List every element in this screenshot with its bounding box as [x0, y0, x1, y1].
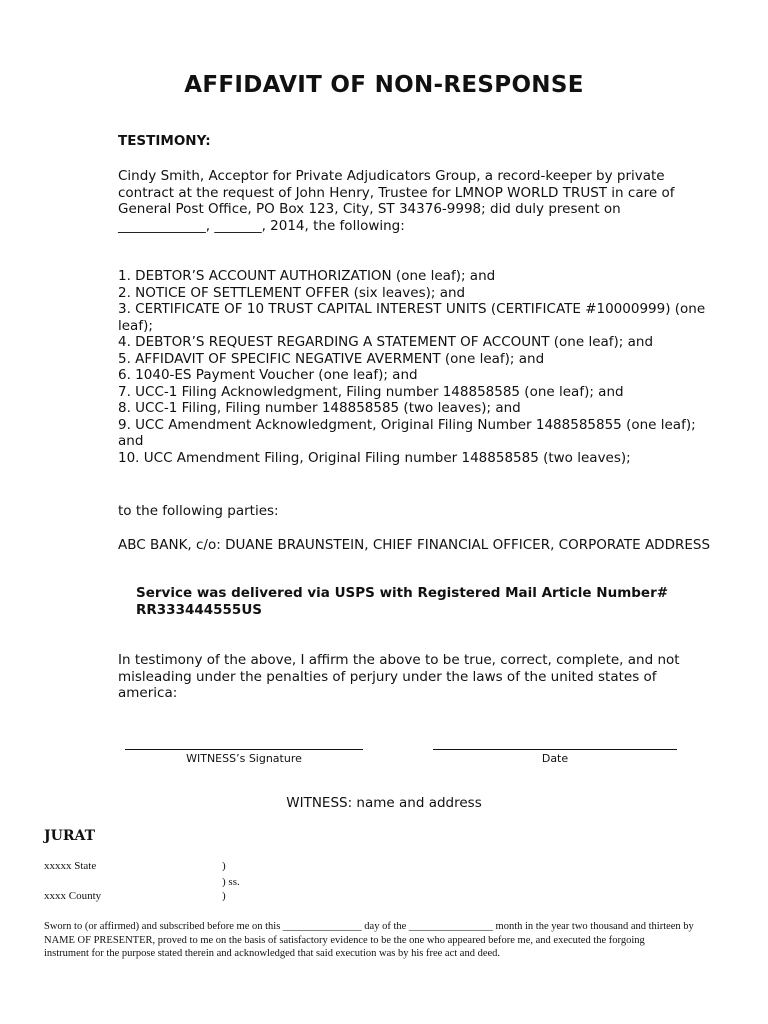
parties-label: to the following parties: [118, 503, 279, 519]
list-item: leaf); [118, 317, 153, 334]
intro-line: contract at the request of John Henry, Trustee for LMNOP WORLD TRUST in care of [118, 184, 675, 201]
sworn-statement [44, 920, 744, 961]
sworn-line: NAME OF PRESENTER, proved to me on the basis of satisfactory evidence to be the one who appeared before me, and executed the forgoing [44, 934, 645, 946]
sworn-line: Sworn to (or affirmed) and subscribed before me on this _______________ day of the ________________ month in the year two thousand and thirteen by [44, 921, 694, 932]
list-item: 5. AFFIDAVIT OF SPECIFIC NEGATIVE AVERMENT (one leaf); and [118, 350, 545, 367]
intro-line: General Post Office, PO Box 123, City, ST 34376-9998; did duly present on [118, 201, 621, 217]
testimony-heading: TESTIMONY: [118, 133, 211, 149]
list-item: 6. 1040-ES Payment Voucher (one leaf); and [118, 367, 418, 383]
venue-ss: ) ss. [222, 876, 240, 888]
document-title: AFFIDAVIT OF NON-RESPONSE [184, 72, 584, 98]
affirm-line: misleading under the penalties of perjury under the laws of the united states of [118, 668, 657, 685]
list-item: 8. UCC-1 Filing, Filing number 148858585 (two leaves); and [118, 400, 521, 416]
service-line: RR333444555US [136, 601, 263, 618]
document-list [118, 268, 728, 466]
signature-line [125, 749, 363, 750]
service-statement [136, 585, 726, 618]
affirm-line: america: [118, 685, 178, 701]
venue-state: xxxxx State [44, 860, 97, 872]
list-item: 1. DEBTOR’S ACCOUNT AUTHORIZATION (one leaf); and [118, 268, 496, 284]
date-label: Date [541, 752, 569, 765]
signature-label: WITNESS’s Signature [186, 752, 302, 765]
intro-paragraph [118, 168, 728, 234]
list-item: and [118, 433, 144, 449]
party-name: ABC BANK, c/o: DUANE BRAUNSTEIN, CHIEF FINANCIAL OFFICER, CORPORATE ADDRESS [118, 537, 711, 553]
list-item: 10. UCC Amendment Filing, Original Filing number 148858585 (two leaves); [118, 449, 631, 466]
jurat-heading: JURAT [44, 828, 95, 844]
affirmation-paragraph [118, 652, 728, 702]
list-item: 9. UCC Amendment Acknowledgment, Original Filing Number 1488585855 (one leaf); [118, 416, 696, 433]
service-line: Service was delivered via USPS with Registered Mail Article Number# [136, 585, 669, 601]
venue-paren: ) [222, 860, 226, 872]
sworn-line: instrument for the purpose stated therein and acknowledged that said execution was by his free act and deed. [44, 948, 501, 959]
list-item: 3. CERTIFICATE OF 10 TRUST CAPITAL INTEREST UNITS (CERTIFICATE #10000999) (one [118, 301, 706, 317]
list-item: 7. UCC-1 Filing Acknowledgment, Filing number 148858585 (one leaf); and [118, 383, 624, 400]
intro-line: Cindy Smith, Acceptor for Private Adjudicators Group, a record-keeper by private [118, 168, 665, 184]
venue-paren: ) [222, 890, 226, 902]
venue-county: xxxx County [44, 890, 102, 902]
intro-line: _____________, _______, 2014, the following: [118, 217, 405, 234]
list-item: 4. DEBTOR’S REQUEST REGARDING A STATEMENT OF ACCOUNT (one leaf); and [118, 334, 654, 350]
date-line [433, 749, 677, 750]
affirm-line: In testimony of the above, I affirm the above to be true, correct, complete, and not [118, 652, 680, 668]
witness-label: WITNESS: name and address [286, 795, 482, 811]
list-item: 2. NOTICE OF SETTLEMENT OFFER (six leaves); and [118, 284, 466, 301]
